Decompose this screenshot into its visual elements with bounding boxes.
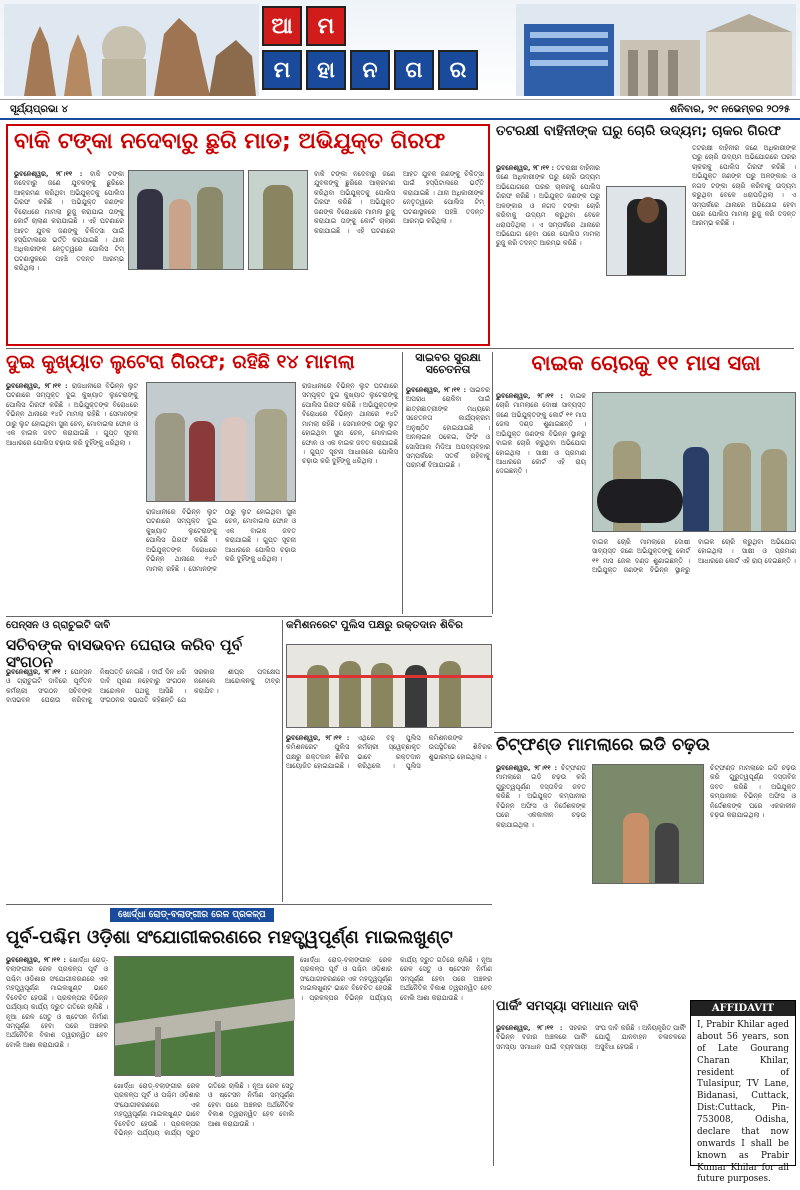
story-9-kicker: ଖୋର୍ଦ୍ଧା ରୋଡ୍-ବଲାଙ୍ଗୀର ରେଳ ପ୍ରକଳ୍ପ <box>110 908 274 922</box>
logo-letter: ଗ <box>394 50 434 90</box>
story-2-dateline: ଭୁବନେଶ୍ୱର, ୨୮।୧୧ : <box>496 164 557 172</box>
story-5-body <box>496 392 586 728</box>
affidavit-text: I, Prabir Khilar aged about 56 years, son of Late Gourang Charan Khilar, resident of Tulasipur, TV Lane, Bidanasi, Cuttack, Dist:Cuttack, Pin-753008, Odisha, declare that now onwards I shall be known as Prabir Kumar Khilar for all future purposes. <box>697 1020 789 1185</box>
story-7 <box>286 620 492 902</box>
story-5-headline: ବାଇକ ଚୋରକୁ ୧୧ ମାସ ସଜା <box>531 351 761 375</box>
story-3-text-cont-2: ରାଜଧାନୀରେ ବିଭିନ୍ନ ଲୁଟ ଘଟଣାରେ ସମ୍ପୃକ୍ତ ଦୁଇ କୁଖ୍ୟାତ ଲୁଟେରାଙ୍କୁ ପୋଲିସ ଗିରଫ କରିଛି । ଅଭିଯୁକ୍ତଙ୍କ ବିରୋଧରେ ବିଭିନ୍ନ ଥାନାରେ ୧୪ଟି ମାମଲା ରହିଛି । ସେମାନଙ୍କ ଠାରୁ ଲୁଟ ହୋଇଥିବା ସୁନା ଚେନ୍, ମୋବାଇଲ ଫୋନ ଓ ଏକ ବାଇକ ଜବତ କରାଯାଇଛି । ଗୁପ୍ତ ସୂଚନା ଆଧାରରେ ପୋଲିସ ଚଢ଼ାଉ କରି ଦୁହିଁଙ୍କୁ ଧରିଥିଲା । <box>302 382 398 466</box>
story-2-text: ତଟରକ୍ଷୀ ବାହିନୀର ଜଣେ ଅଧିକାରୀଙ୍କ ଘରୁ ଚୋରି ଉଦ୍ୟମ ଅଭିଯୋଗରେ ଘରର ଚାକରକୁ ପୋଲିସ ଗିରଫ କରିଛି । ଅଭିଯୁକ୍ତ ଜଣଙ୍କ ଘରୁ ଅଳଙ୍କାର ଓ ନଗଦ ଟଙ୍କା ଚୋରି କରିବାକୁ ଉଦ୍ୟମ କରୁଥିବା ବେଳେ ଧରାପଡ଼ିଥିଲା । ଏ ସମ୍ପର୍କରେ ଥାନାରେ ଅଭିଯୋଗ ହେବା ପରେ ପୋଲିସ ମାମଲା ରୁଜୁ କରି ତଦନ୍ତ ଆରମ୍ଭ କରିଛି । <box>496 164 600 248</box>
masthead <box>0 0 800 100</box>
story-1-text-cont: ବାକି ଟଙ୍କା ନଦେବାରୁ ଜଣେ ଯୁବକଙ୍କୁ ଛୁରିରେ ଆକ୍ରମଣ କରିଥିବା ଅଭିଯୁକ୍ତକୁ ପୋଲିସ ଗିରଫ କରିଛି । ଅଭିଯୁକ୍ତ ଜଣଙ୍କ ବିରୋଧରେ ମାମଲା ରୁଜୁ କରାଯାଇ ତାଙ୍କୁ କୋର୍ଟ ଚାଲାଣ କରାଯାଇଛି । ଏହି ଘଟଣାରେ ଆହତ ଯୁବକ ଜଣଙ୍କୁ ଚିକିତ୍ସା ପାଇଁ ହସ୍ପିଟାଲରେ ଭର୍ତ୍ତି କରାଯାଇଛି । ଥାନା ଅଧିକାରୀଙ୍କ ନେତୃତ୍ୱରେ ପୋଲିସ ଟିମ୍ ଘଟଣାସ୍ଥଳରେ ପହଞ୍ଚି ତଦନ୍ତ ଆରମ୍ଭ କରିଥିଲା । <box>314 170 484 235</box>
story-9 <box>6 928 492 1166</box>
logo-letter: ଆ <box>262 6 302 46</box>
story-1-text: ବାକି ଟଙ୍କା ନଦେବାରୁ ଜଣେ ଯୁବକଙ୍କୁ ଛୁରିରେ ଆକ୍ରମଣ କରିଥିବା ଅଭିଯୁକ୍ତକୁ ପୋଲିସ ଗିରଫ କରିଛି । ଅଭିଯୁକ୍ତ ଜଣଙ୍କ ବିରୋଧରେ ମାମଲା ରୁଜୁ କରାଯାଇ ତାଙ୍କୁ କୋର୍ଟ ଚାଲାଣ କରାଯାଇଛି । ଏହି ଘଟଣାରେ ଆହତ ଯୁବକ ଜଣଙ୍କୁ ଚିକିତ୍ସା ପାଇଁ ହସ୍ପିଟାଲରେ ଭର୍ତ୍ତି କରାଯାଇଛି । ଥାନା ଅଧିକାରୀଙ୍କ ନେତୃତ୍ୱରେ ପୋଲିସ ଟିମ୍ ଘଟଣାସ୍ଥଳରେ ପହଞ୍ଚି ତଦନ୍ତ ଆରମ୍ଭ କରିଥିଲା । <box>14 170 124 273</box>
story-8 <box>496 736 796 998</box>
story-10 <box>496 1000 686 1166</box>
story-9-photo <box>114 956 294 1076</box>
story-5-body-cont <box>592 538 796 728</box>
story-8-dateline: ଭୁବନେଶ୍ୱର, ୨୮।୧୧ : <box>496 764 561 772</box>
story-9-body-cont-2 <box>300 956 492 1164</box>
logo-letter: ହା <box>306 50 346 90</box>
story-10-text: ସହରର ବିଭିନ୍ନ ବଜାର ଅଞ୍ଚଳରେ ପାର୍କିଂ ସମସ୍ୟା ସମାଧାନ ପାଇଁ ବ୍ୟବସାୟୀ ସଂଘ ଦାବି କରିଛି । ଅନିୟନ୍ତ୍ରିତ ପାର୍କିଂ ଯୋଗୁଁ ଯାନବାହନ ଚଳାଚଳରେ ଅସୁବିଧା ହେଉଛି । <box>496 1024 686 1051</box>
story-2-headline: ତଟରକ୍ଷୀ ବାହିନୀଙ୍କ ଘରୁ ଚୋରି ଉଦ୍ୟମ; ଚାକର ଗିରଫ <box>496 123 781 139</box>
logo-row-2 <box>262 50 498 90</box>
story-7-photo <box>286 644 492 728</box>
story-10-body <box>496 1024 686 1164</box>
story-2-body-cont <box>692 144 796 342</box>
story-8-text-cont: ଚିଟ୍‌ଫଣ୍ଡ ମାମଲାରେ ଇଡି ଚଢ଼ଉ କରି ଗୁରୁତ୍ୱପୂର୍ଣ୍ଣ ଦସ୍ତାବିଜ ଜବତ କରିଛି । ଅଭିଯୁକ୍ତ କମ୍ପାନୀର ବିଭିନ୍ନ ଅଫିସ ଓ ନିର୍ଦ୍ଦେଶକଙ୍କ ଘରେ ଏକକାଳୀନ ଚଢ଼ଉ କରାଯାଇଥିଲା । <box>710 764 796 820</box>
story-9-text: ଖୋର୍ଦ୍ଧା ରୋଡ୍-ବଲାଙ୍ଗୀର ରେଳ ପ୍ରକଳ୍ପ ପୂର୍ବ ଓ ପଶ୍ଚିମ ଓଡ଼ିଶାର ସଂଯୋଗୀକରଣରେ ଏକ ମହତ୍ତ୍ୱପୂର୍ଣ୍ଣ ମାଇଲଖୁଣ୍ଟ ଭାବେ ବିବେଚିତ ହେଉଛି । ପ୍ରକଳ୍ପର ବିଭିନ୍ନ ପର୍ଯ୍ୟାୟ କାର୍ଯ୍ୟ ଦ୍ରୁତ ଗତିରେ ଚାଲିଛି । ନୂଆ ରେଳ ସେତୁ ଓ ଷ୍ଟେସନ ନିର୍ମାଣ ସମ୍ପୂର୍ଣ୍ଣ ହେବା ପରେ ଅଞ୍ଚଳର ଅର୍ଥନୈତିକ ବିକାଶ ତ୍ୱରାନ୍ୱିତ ହେବ ବୋଲି ଆଶା କରାଯାଉଛି । <box>6 956 108 1049</box>
divider <box>494 732 794 733</box>
story-3-body <box>6 382 138 612</box>
page-label: ସୂର୍ଯ୍ୟପ୍ରଭା ୪ <box>10 104 68 115</box>
divider <box>282 620 283 902</box>
newspaper-logo <box>262 6 498 94</box>
story-9-body-cont <box>114 1082 294 1164</box>
story-6-kicker: ପେନ୍ସନ ଓ ଗ୍ରାଚୁଇଟି ଦାବି <box>6 620 111 631</box>
story-4-text: ସାଇବର ଅପରାଧ ରୋକିବା ପାଇଁ ଛାତ୍ରଛାତ୍ରୀଙ୍କ ମଧ୍ୟରେ ସଚେତନତା କାର୍ଯ୍ୟକ୍ରମ ଅନୁଷ୍ଠିତ ହୋଇଯାଇଛି । ଅନଲାଇନ ଠକେଇ, ଫିସିଂ ଓ ସୋସିଆଲ ମିଡିଆ ଅପବ୍ୟବହାର ସମ୍ପର୍କରେ ସତର୍କ ରହିବାକୁ ପରାମର୍ଶ ଦିଆଯାଇଛି । <box>406 386 490 470</box>
story-3 <box>6 352 400 614</box>
story-2-text-cont: ତଟରକ୍ଷୀ ବାହିନୀର ଜଣେ ଅଧିକାରୀଙ୍କ ଘରୁ ଚୋରି ଉଦ୍ୟମ ଅଭିଯୋଗରେ ଘରର ଚାକରକୁ ପୋଲିସ ଗିରଫ କରିଛି । ଅଭିଯୁକ୍ତ ଜଣଙ୍କ ଘରୁ ଅଳଙ୍କାର ଓ ନଗଦ ଟଙ୍କା ଚୋରି କରିବାକୁ ଉଦ୍ୟମ କରୁଥିବା ବେଳେ ଧରାପଡ଼ିଥିଲା । ଏ ସମ୍ପର୍କରେ ଥାନାରେ ଅଭିଯୋଗ ହେବା ପରେ ପୋଲିସ ମାମଲା ରୁଜୁ କରି ତଦନ୍ତ ଆରମ୍ଭ କରିଛି । <box>692 144 796 228</box>
story-8-body-cont <box>710 764 796 996</box>
divider <box>493 1000 494 1166</box>
story-8-headline: ଚିଟ୍‌ଫଣ୍ଡ ମାମଲାରେ ଇଡି ଚଢ଼ଉ <box>496 735 710 755</box>
story-5-dateline: ଭୁବନେଶ୍ୱର, ୨୮।୧୧ : <box>496 392 570 400</box>
divider <box>6 904 492 905</box>
logo-letter: ମ <box>262 50 302 90</box>
story-1-dateline: ଭୁବନେଶ୍ୱର, ୨୮।୧୧ : <box>14 170 90 178</box>
divider <box>402 352 403 614</box>
story-3-text: ରାଜଧାନୀରେ ବିଭିନ୍ନ ଲୁଟ ଘଟଣାରେ ସମ୍ପୃକ୍ତ ଦୁଇ କୁଖ୍ୟାତ ଲୁଟେରାଙ୍କୁ ପୋଲିସ ଗିରଫ କରିଛି । ଅଭିଯୁକ୍ତଙ୍କ ବିରୋଧରେ ବିଭିନ୍ନ ଥାନାରେ ୧୪ଟି ମାମଲା ରହିଛି । ସେମାନଙ୍କ ଠାରୁ ଲୁଟ ହୋଇଥିବା ସୁନା ଚେନ୍, ମୋବାଇଲ ଫୋନ ଓ ଏକ ବାଇକ ଜବତ କରାଯାଇଛି । ଗୁପ୍ତ ସୂଚନା ଆଧାରରେ ପୋଲିସ ଚଢ଼ାଉ କରି ଦୁହିଁଙ୍କୁ ଧରିଥିଲା । <box>6 382 139 447</box>
story-9-text-cont: ଖୋର୍ଦ୍ଧା ରୋଡ୍-ବଲାଙ୍ଗୀର ରେଳ ପ୍ରକଳ୍ପ ପୂର୍ବ ଓ ପଶ୍ଚିମ ଓଡ଼ିଶାର ସଂଯୋଗୀକରଣରେ ଏକ ମହତ୍ତ୍ୱପୂର୍ଣ୍ଣ ମାଇଲଖୁଣ୍ଟ ଭାବେ ବିବେଚିତ ହେଉଛି । ପ୍ରକଳ୍ପର ବିଭିନ୍ନ ପର୍ଯ୍ୟାୟ କାର୍ଯ୍ୟ ଦ୍ରୁତ ଗତିରେ ଚାଲିଛି । ନୂଆ ରେଳ ସେତୁ ଓ ଷ୍ଟେସନ ନିର୍ମାଣ ସମ୍ପୂର୍ଣ୍ଣ ହେବା ପରେ ଅଞ୍ଚଳର ଅର୍ଥନୈତିକ ବିକାଶ ତ୍ୱରାନ୍ୱିତ ହେବ ବୋଲି ଆଶା କରାଯାଉଛି । <box>114 1082 294 1138</box>
story-1-photo-2 <box>248 170 308 270</box>
story-8-text: ଚିଟ୍‌ଫଣ୍ଡ ମାମଲାରେ ଇଡି ଚଢ଼ଉ କରି ଗୁରୁତ୍ୱପୂର୍ଣ୍ଣ ଦସ୍ତାବିଜ ଜବତ କରିଛି । ଅଭିଯୁକ୍ତ କମ୍ପାନୀର ବିଭିନ୍ନ ଅଫିସ ଓ ନିର୍ଦ୍ଦେଶକଙ୍କ ଘରେ ଏକକାଳୀନ ଚଢ଼ଉ କରାଯାଇଥିଲା । <box>496 764 586 829</box>
story-1-headline: ବାକି ଟଙ୍କା ନଦେବାରୁ ଛୁରି ମାଡ; ଅଭିଯୁକ୍ତ ଗିରଫ <box>14 129 446 154</box>
story-3-body-cont <box>146 508 296 612</box>
divider <box>6 348 794 349</box>
story-5-text: ବାଇକ ଚୋରି ମାମଲାରେ ଦୋଷୀ ସାବ୍ୟସ୍ତ ଜଣେ ଅଭିଯୁକ୍ତଙ୍କୁ କୋର୍ଟ ୧୧ ମାସ ଜେଲ ଦଣ୍ଡ ଶୁଣାଇଛନ୍ତି । ଅଭିଯୁକ୍ତ ଜଣଙ୍କ ବିଭିନ୍ନ ସ୍ଥାନରୁ ବାଇକ ଚୋରି କରୁଥିବା ଅଭିଯୋଗ ହୋଇଥିଲା । ସାକ୍ଷୀ ଓ ପ୍ରମାଣ ଆଧାରରେ କୋର୍ଟ ଏହି ରାୟ ଦେଇଛନ୍ତି । <box>496 392 586 476</box>
affidavit-notice <box>690 1000 796 1185</box>
story-3-body-cont-2 <box>302 382 398 612</box>
city-buildings-illustration <box>516 4 796 96</box>
story-7-dateline: ଭୁବନେଶ୍ୱର, ୨୮।୧୧ : <box>286 734 350 742</box>
logo-letter: ର <box>438 50 478 90</box>
divider <box>492 352 493 614</box>
story-4-headline: ସାଇବର ସୁରକ୍ଷା ସଚେତନତା <box>415 351 481 377</box>
story-5 <box>496 352 796 730</box>
temple-sculpture-illustration <box>4 4 259 96</box>
story-2 <box>496 124 796 344</box>
affidavit-title: AFFIDAVIT <box>691 1001 795 1016</box>
story-9-dateline: ଭୁବନେଶ୍ୱର, ୨୮।୧୧ : <box>6 956 70 964</box>
story-3-text-cont: ରାଜଧାନୀରେ ବିଭିନ୍ନ ଲୁଟ ଘଟଣାରେ ସମ୍ପୃକ୍ତ ଦୁଇ କୁଖ୍ୟାତ ଲୁଟେରାଙ୍କୁ ପୋଲିସ ଗିରଫ କରିଛି । ଅଭିଯୁକ୍ତଙ୍କ ବିରୋଧରେ ବିଭିନ୍ନ ଥାନାରେ ୧୪ଟି ମାମଲା ରହିଛି । ସେମାନଙ୍କ ଠାରୁ ଲୁଟ ହୋଇଥିବା ସୁନା ଚେନ୍, ମୋବାଇଲ ଫୋନ ଓ ଏକ ବାଇକ ଜବତ କରାଯାଇଛି । ଗୁପ୍ତ ସୂଚନା ଆଧାରରେ ପୋଲିସ ଚଢ଼ାଉ କରି ଦୁହିଁଙ୍କୁ ଧରିଥିଲା । <box>146 508 296 573</box>
story-10-headline: ପାର୍କିଂ ସମସ୍ୟା ସମାଧାନ ଦାବି <box>496 999 639 1014</box>
story-7-body <box>286 734 492 900</box>
story-1-body <box>14 170 124 340</box>
story-6-dateline: ଭୁବନେଶ୍ୱର, ୨୮।୧୧ : <box>6 668 71 676</box>
story-9-headline: ପୂର୍ବ-ପଶ୍ଚିମ ଓଡ଼ିଶା ସଂଯୋଗୀକରଣରେ ମହତ୍ତ୍ୱପୂର୍ଣ୍ଣ ମାଇଲଖୁଣ୍ଟ <box>6 927 453 948</box>
issue-date: ଶନିବାର, ୨୯ ନଭେମ୍ବର ୨୦୨୫ <box>669 104 790 115</box>
story-4-dateline: ଭୁବନେଶ୍ୱର, ୨୮।୧୧ : <box>406 386 470 394</box>
story-1-box <box>6 124 490 346</box>
logo-letter: ନ <box>350 50 390 90</box>
story-6-headline: ସଚିବଙ୍କ ବାସଭବନ ଘେରାଉ କରିବ ପୂର୍ବ ସଂଗଠନ <box>6 636 243 672</box>
story-6 <box>6 620 280 902</box>
story-2-body <box>496 164 600 342</box>
story-5-photo <box>592 392 796 532</box>
story-5-text-cont: ବାଇକ ଚୋରି ମାମଲାରେ ଦୋଷୀ ସାବ୍ୟସ୍ତ ଜଣେ ଅଭିଯୁକ୍ତଙ୍କୁ କୋର୍ଟ ୧୧ ମାସ ଜେଲ ଦଣ୍ଡ ଶୁଣାଇଛନ୍ତି । ଅଭିଯୁକ୍ତ ଜଣଙ୍କ ବିଭିନ୍ନ ସ୍ଥାନରୁ ବାଇକ ଚୋରି କରୁଥିବା ଅଭିଯୋଗ ହୋଇଥିଲା । ସାକ୍ଷୀ ଓ ପ୍ରମାଣ ଆଧାରରେ କୋର୍ଟ ଏହି ରାୟ ଦେଇଛନ୍ତି । <box>592 538 796 575</box>
story-1-body-cont <box>314 170 484 340</box>
story-1-photo <box>128 170 244 270</box>
divider <box>6 616 492 617</box>
story-6-text: ପେନ୍ସନ ଓ ଗ୍ରାଚୁଇଟି ଦାବିରେ ପୂର୍ବତନ କର୍ମଚାରୀ ସଂଗଠନ ସଚିବଙ୍କ ବାସଭବନ ଘେରାଉ କରିବାକୁ ନିଷ୍ପତ୍ତି ନେଇଛି । ଦୀର୍ଘ ଦିନ ଧରି ଦାବି ପୂରଣ ନହେବାରୁ ସଂଗଠନ ଆନ୍ଦୋଳନ ପଥକୁ ଆସିଛି । ସଂଗଠନର ସଭାପତି କହିଛନ୍ତି ଯେ ସରକାର ଶୀଘ୍ର ପଦକ୍ଷେପ ନନେଲେ ଆନ୍ଦୋଳନକୁ ତୀବ୍ର କରାଯିବ । <box>6 668 280 705</box>
story-9-body <box>6 956 108 1164</box>
story-7-text: କମିଶନରେଟ ପୁଲିସ ପକ୍ଷରୁ ରକ୍ତଦାନ ଶିବିର ଆୟୋଜିତ ହୋଇଯାଇଛି । ଏଥିରେ ବହୁ ପୁଲିସ କର୍ମଚାରୀ ସ୍ୱେଚ୍ଛାକୃତ ଭାବେ ରକ୍ତଦାନ କରିଥିଲେ । ପୁଲିସ କମିଶନରଙ୍କ ଉପସ୍ଥିତିରେ ଶିବିରର ଶୁଭାରମ୍ଭ ହୋଇଥିଲା । <box>286 734 492 771</box>
story-4 <box>406 352 490 614</box>
dateline-bar <box>0 100 800 120</box>
story-9-text-cont-2: ଖୋର୍ଦ୍ଧା ରୋଡ୍-ବଲାଙ୍ଗୀର ରେଳ ପ୍ରକଳ୍ପ ପୂର୍ବ ଓ ପଶ୍ଚିମ ଓଡ଼ିଶାର ସଂଯୋଗୀକରଣରେ ଏକ ମହତ୍ତ୍ୱପୂର୍ଣ୍ଣ ମାଇଲଖୁଣ୍ଟ ଭାବେ ବିବେଚିତ ହେଉଛି । ପ୍ରକଳ୍ପର ବିଭିନ୍ନ ପର୍ଯ୍ୟାୟ କାର୍ଯ୍ୟ ଦ୍ରୁତ ଗତିରେ ଚାଲିଛି । ନୂଆ ରେଳ ସେତୁ ଓ ଷ୍ଟେସନ ନିର୍ମାଣ ସମ୍ପୂର୍ଣ୍ଣ ହେବା ପରେ ଅଞ୍ଚଳର ଅର୍ଥନୈତିକ ବିକାଶ ତ୍ୱରାନ୍ୱିତ ହେବ ବୋଲି ଆଶା କରାଯାଉଛି । <box>300 956 492 1002</box>
story-6-body <box>6 668 280 900</box>
story-2-photo <box>606 186 686 276</box>
story-4-body <box>406 386 490 612</box>
story-3-dateline: ଭୁବନେଶ୍ୱର, ୨୮।୧୧ : <box>6 382 72 390</box>
logo-row-1 <box>262 6 498 46</box>
story-10-dateline: ଭୁବନେଶ୍ୱର, ୨୮।୧୧ : <box>496 1024 570 1032</box>
logo-letter: ମ <box>306 6 346 46</box>
story-3-headline: ଦୁଇ କୁଖ୍ୟାତ ଲୁଟେରା ଗିରଫ; ରହିଛି ୧୪ ମାମଲା <box>6 351 355 373</box>
story-3-photo <box>146 382 296 502</box>
story-8-body <box>496 764 586 996</box>
story-7-headline: କମିଶନରେଟ ପୁଲିସ ପକ୍ଷରୁ ରକ୍ତଦାନ ଶିବିର <box>286 619 463 631</box>
story-8-photo <box>592 764 704 884</box>
